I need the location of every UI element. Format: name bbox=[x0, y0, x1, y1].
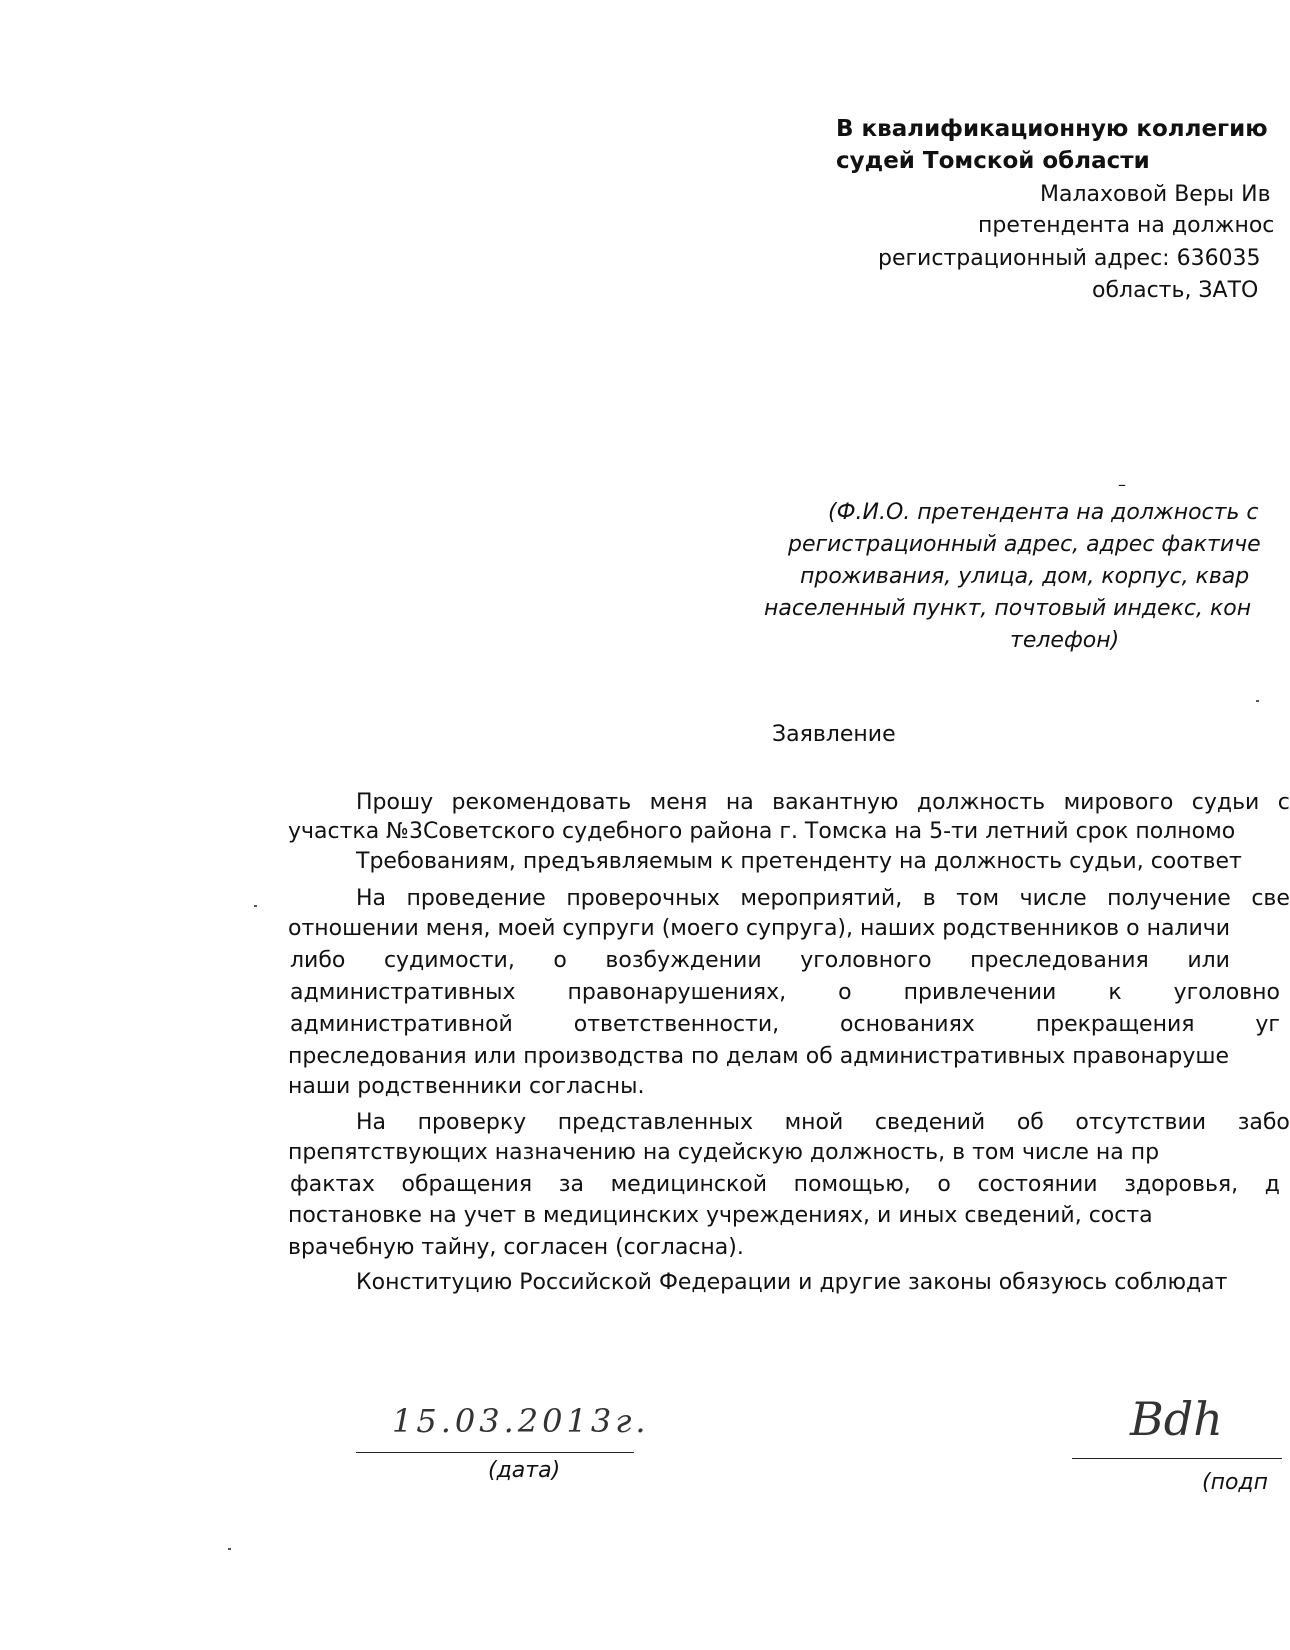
scan-speck bbox=[1256, 700, 1259, 702]
p5-line-1: Конституцию Российской Федерации и другие законы обязуюсь соблюдат bbox=[356, 1270, 1228, 1295]
document-title: Заявление bbox=[772, 722, 896, 747]
word: Прошу bbox=[356, 790, 434, 815]
word: возбуждении bbox=[605, 948, 762, 973]
date-underline bbox=[356, 1452, 634, 1453]
addressee-line-1: В квалификационную коллегию bbox=[836, 116, 1268, 142]
p3-line-6: преследования или производства по делам об административных правонаруше bbox=[288, 1044, 1230, 1069]
applicant-role: претендента на должнос bbox=[978, 213, 1275, 238]
word: за bbox=[558, 1172, 584, 1197]
word: забо bbox=[1237, 1110, 1290, 1135]
word: получение bbox=[1107, 886, 1231, 911]
word: административных bbox=[290, 980, 516, 1005]
word: об bbox=[1016, 1110, 1044, 1135]
word: отсутствии bbox=[1075, 1110, 1207, 1135]
word: правонарушениях, bbox=[567, 980, 787, 1005]
p1-line-1 bbox=[356, 790, 1290, 816]
word: проведение bbox=[406, 886, 546, 911]
p1-line-2: участка №3Советского судебного района г. Томска на 5-ти летний срок полномо bbox=[288, 819, 1236, 844]
signature-underline bbox=[1072, 1458, 1282, 1459]
word: судимости, bbox=[383, 948, 515, 973]
word: На bbox=[356, 1110, 387, 1135]
word: вакантную bbox=[772, 790, 899, 815]
word: обращения bbox=[401, 1172, 533, 1197]
word: на bbox=[725, 790, 754, 815]
word: преследования bbox=[970, 948, 1149, 973]
addressee-line-2: судей Томской области bbox=[836, 148, 1150, 174]
signature-handwritten: Bdh bbox=[1130, 1392, 1223, 1446]
word: состоянии bbox=[977, 1172, 1098, 1197]
word: сведений bbox=[874, 1110, 986, 1135]
p3-line-4 bbox=[290, 980, 1280, 1006]
p4-line-2: препятствующих назначению на судейскую должность, в том числе на пр bbox=[288, 1140, 1160, 1165]
p3-line-2: отношении меня, моей супруги (моего супруга), наших родственников о наличи bbox=[288, 916, 1231, 941]
word: числе bbox=[1019, 886, 1087, 911]
p3-line-1 bbox=[356, 886, 1290, 912]
caption-line-1: (Ф.И.О. претендента на должность с bbox=[828, 500, 1259, 525]
p4-line-3 bbox=[290, 1172, 1280, 1198]
word: либо bbox=[290, 948, 346, 973]
caption-dash: – bbox=[1118, 475, 1126, 494]
word: привлечении bbox=[903, 980, 1057, 1005]
word: о bbox=[838, 980, 852, 1005]
word: должность bbox=[916, 790, 1046, 815]
scan-speck bbox=[254, 905, 257, 907]
applicant-region: область, ЗАТО bbox=[1092, 278, 1259, 303]
caption-line-3: проживания, улица, дом, корпус, квар bbox=[800, 564, 1250, 589]
word: све bbox=[1251, 886, 1290, 911]
p3-line-5 bbox=[290, 1012, 1280, 1038]
word: или bbox=[1187, 948, 1230, 973]
word: проверку bbox=[417, 1110, 527, 1135]
date-handwritten: 15.03.2013г. bbox=[392, 1402, 650, 1440]
word: проверочных bbox=[566, 886, 720, 911]
word: д bbox=[1264, 1172, 1280, 1197]
word: здоровья, bbox=[1124, 1172, 1239, 1197]
word: о bbox=[553, 948, 567, 973]
word: к bbox=[1108, 980, 1122, 1005]
word: уголовно bbox=[1173, 980, 1280, 1005]
word: о bbox=[937, 1172, 951, 1197]
word: ответственности, bbox=[573, 1012, 780, 1037]
word: мирового bbox=[1063, 790, 1174, 815]
p4-line-4: постановке на учет в медицинских учреждениях, и иных сведений, соста bbox=[288, 1203, 1153, 1228]
caption-line-2: регистрационный адрес, адрес фактиче bbox=[788, 532, 1261, 557]
p4-line-5: врачебную тайну, согласен (согласна). bbox=[288, 1235, 744, 1260]
word: судьи bbox=[1191, 790, 1260, 815]
signature-caption: (подп bbox=[1202, 1470, 1269, 1495]
word: мной bbox=[784, 1110, 844, 1135]
word: фактах bbox=[290, 1172, 375, 1197]
caption-line-4: населенный пункт, почтовый индекс, кон bbox=[764, 596, 1252, 621]
caption-line-5: телефон) bbox=[1010, 628, 1120, 653]
word: административной bbox=[290, 1012, 513, 1037]
word: уг bbox=[1255, 1012, 1280, 1037]
word: прекращения bbox=[1035, 1012, 1195, 1037]
word: помощью, bbox=[793, 1172, 911, 1197]
applicant-name: Малаховой Веры Ив bbox=[1040, 182, 1271, 207]
applicant-address: регистрационный адрес: 636035 bbox=[878, 246, 1261, 271]
word: мероприятий, bbox=[740, 886, 903, 911]
word: с bbox=[1277, 790, 1290, 815]
p3-line-7: наши родственники согласны. bbox=[288, 1074, 645, 1099]
p4-line-1 bbox=[356, 1110, 1290, 1136]
word: На bbox=[356, 886, 387, 911]
word: меня bbox=[649, 790, 708, 815]
scan-speck bbox=[228, 1548, 231, 1550]
word: том bbox=[956, 886, 1000, 911]
word: представленных bbox=[557, 1110, 753, 1135]
date-caption: (дата) bbox=[488, 1458, 561, 1483]
p2-line-1: Требованиям, предъявляемым к претенденту на должность судьи, соответ bbox=[356, 849, 1242, 874]
p3-line-3 bbox=[290, 948, 1230, 974]
word: уголовного bbox=[800, 948, 932, 973]
word: в bbox=[922, 886, 936, 911]
word: основаниях bbox=[840, 1012, 975, 1037]
word: рекомендовать bbox=[451, 790, 632, 815]
word: медицинской bbox=[610, 1172, 768, 1197]
